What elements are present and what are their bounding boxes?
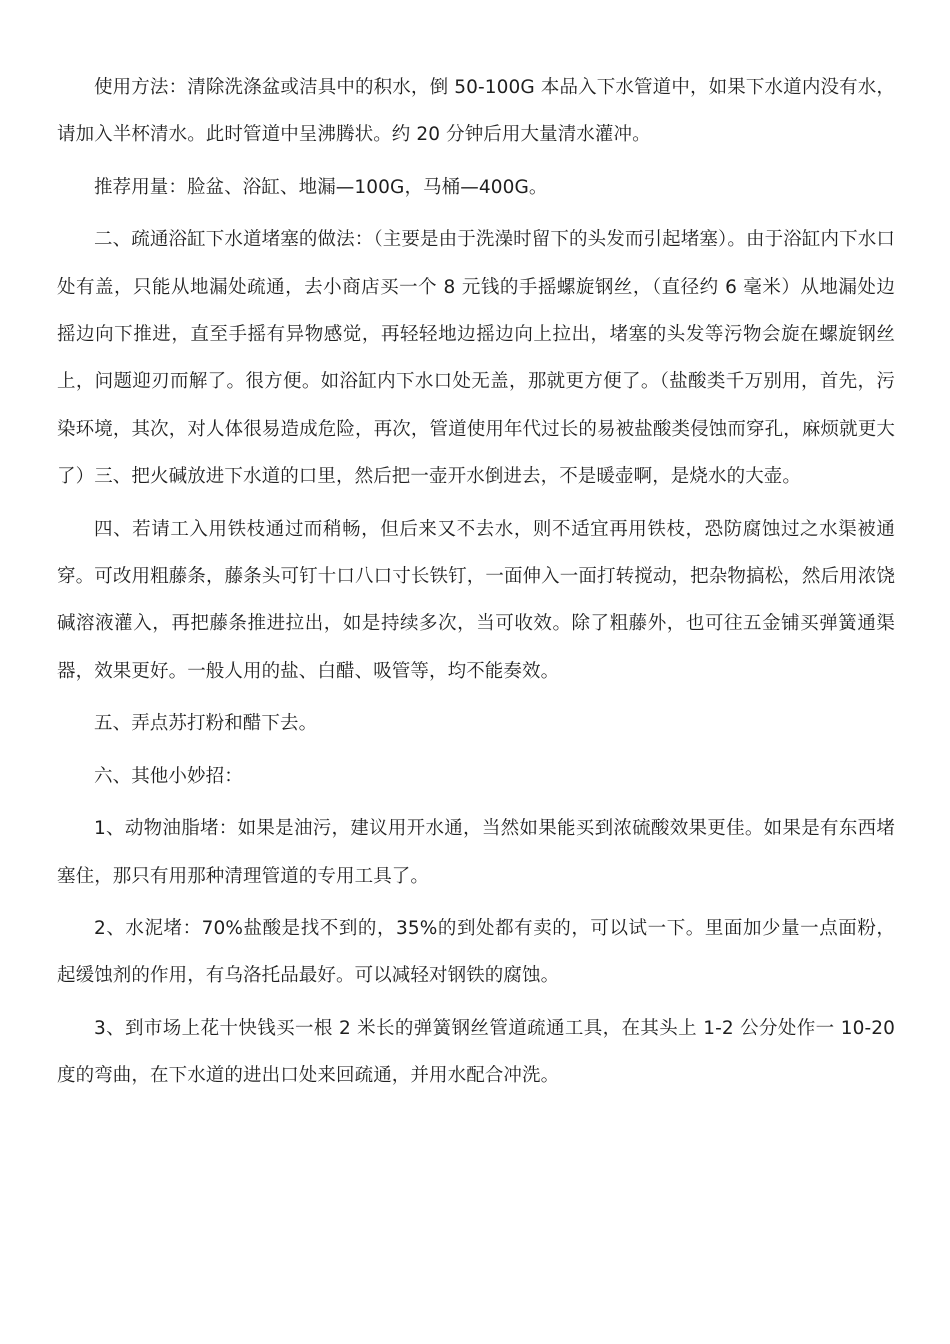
paragraph-soda-vinegar: 五、弄点苏打粉和醋下去。	[94, 713, 318, 735]
paragraph-tip-cement: 2、水泥堵：70%盐酸是找不到的，35%的到处都有卖的，可以试一下。里面加少量一点面粉，起缓蚀剂的作用，有乌洛托品最好。可以减轻对钢铁的腐蚀。	[57, 917, 895, 987]
paragraph-tip-animal-grease: 1、动物油脂堵：如果是油污，建议用开水通，当然如果能买到浓硫酸效果更佳。如果是有东西堵塞住，那只有用那种清理管道的专用工具了。	[57, 818, 895, 887]
document-body	[57, 64, 895, 1105]
paragraph-rattan-method: 四、若请工入用铁枝通过而稍畅，但后来又不去水，则不适宜再用铁枝，恐防腐蚀过之水渠被通穿。可改用粗藤条，藤条头可钉十口八口寸长铁钉，一面伸入一面打转搅动，把杂物搞松，然后用浓饶碱溶液灌入，再把藤条推进拉出，如是持续多次，当可收效。除了粗藤外，也可往五金铺买弹簧通渠器，效果更好。一般人用的盐、白醋、吸管等，均不能奏效。	[57, 518, 895, 682]
paragraph-tip-spring-wire: 3、到市场上花十快钱买一根 2 米长的弹簧钢丝管道疏通工具，在其头上 1-2 公分处作一 10-20 度的弯曲，在下水道的进出口处来回疏通，并用水配合冲洗。	[57, 1017, 895, 1087]
paragraph-recommended-dosage: 推荐用量：脸盆、浴缸、地漏—100G，马桶—400G。	[94, 176, 548, 198]
paragraph-other-tips-heading: 六、其他小妙招：	[94, 765, 243, 787]
paragraph-bathtub-drain: 二、疏通浴缸下水道堵塞的做法：（主要是由于洗澡时留下的头发而引起堵塞）。由于浴缸内下水口处有盖，只能从地漏处疏通，去小商店买一个 8 元钱的手摇螺旋钢丝，（直径约 6 毫米）从地漏处边摇边向下推进，直至手摇有异物感觉，再轻轻地边摇边向上拉出，堵塞的头发等污物会旋在螺旋钢丝上，问题迎刃而解了。很方便。如浴缸内下水口处无盖，那就更方便了。（盐酸类千万别用，首先，污染环境，其次，对人体很易造成危险，再次，管道使用年代过长的易被盐酸类侵蚀而穿孔，麻烦就更大了）三、把火碱放进下水道的口里，然后把一壶开水倒进去，不是暖壶啊，是烧水的大壶。	[57, 229, 895, 488]
paragraph-usage-method: 使用方法：清除洗涤盆或洁具中的积水，倒 50-100G 本品入下水管道中，如果下水道内没有水，请加入半杯清水。此时管道中呈沸腾状。约 20 分钟后用大量清水灌冲。	[57, 77, 895, 146]
